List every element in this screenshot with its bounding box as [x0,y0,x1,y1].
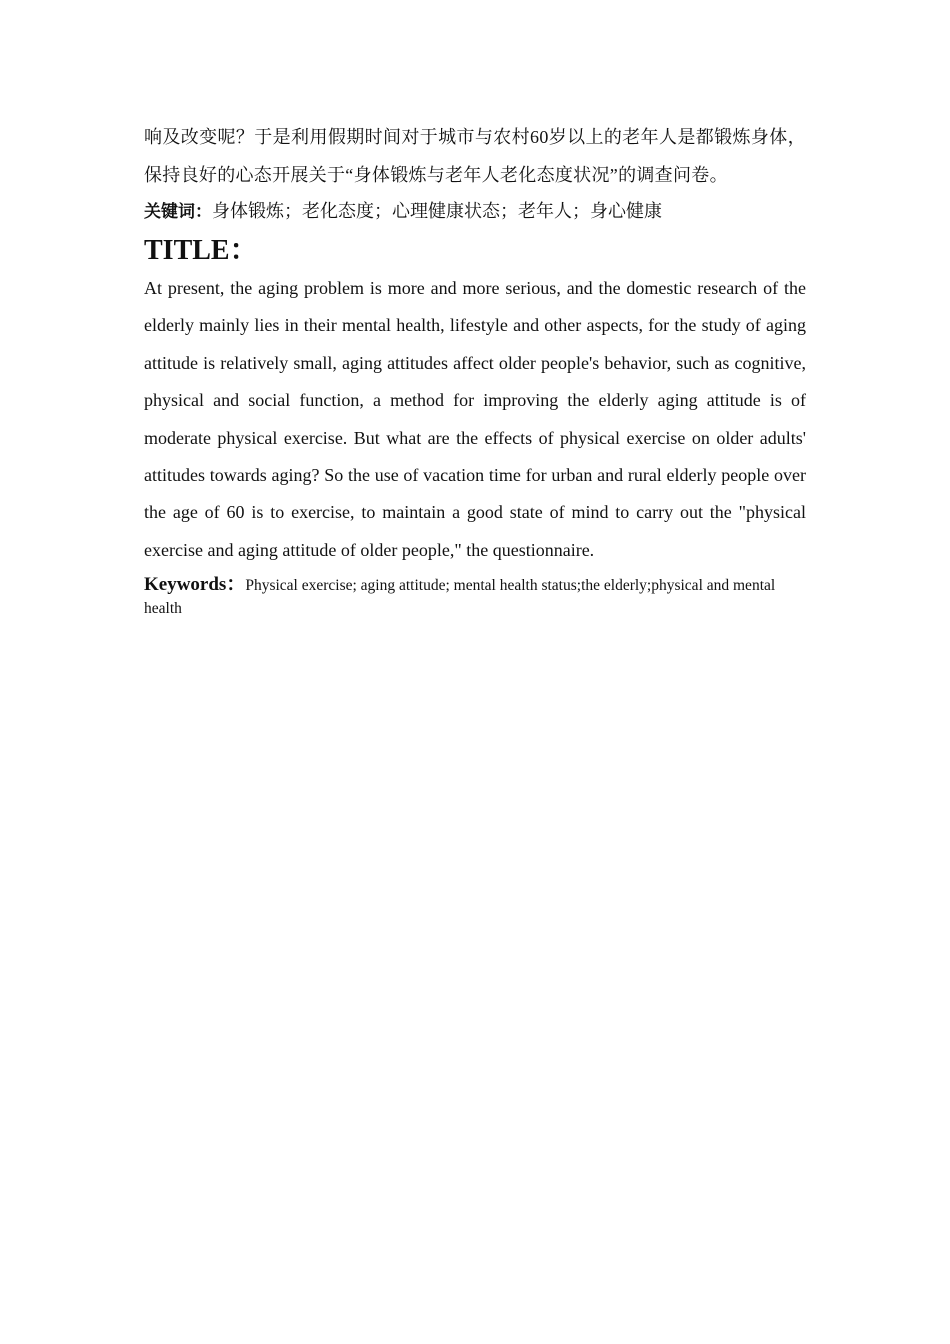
english-keywords-line [144,573,806,620]
page-content [144,119,806,620]
chinese-keywords-line [144,194,806,228]
english-abstract: At present, the aging problem is more and more serious, and the domestic research of the elderly mainly lies in their mental health, lifestyle and other aspects, for the study of aging attitude is relatively small, aging attitudes affect older people's behavior, such as cognitive, physical and social function, a method for improving the elderly aging attitude is of moderate physical exercise. But what are the effects of physical exercise on older adults' attitudes towards aging? So the use of vacation time for urban and rural elderly people over the age of 60 is to exercise, to maintain a good state of mind to carry out the "physical exercise and aging attitude of older people," the questionnaire. [144,278,806,560]
chinese-abstract-continuation: 响及改变呢？于是利用假期时间对于城市与农村60岁以上的老年人是都锻炼身体，保持良好的心态开展关于“身体锻炼与老年人老化态度状况”的调查问卷。 [144,127,806,185]
chinese-keywords-text: 身体锻炼；老化态度；心理健康状态；老年人；身心健康 [212,201,662,221]
chinese-keywords-label: 关键词： [144,202,212,222]
english-keywords-text: Physical exercise; aging attitude; mental health status;the elderly;physical and mental health [144,577,776,618]
english-title-heading: TITLE： [144,235,258,266]
english-keywords-label: Keywords： [144,574,246,596]
